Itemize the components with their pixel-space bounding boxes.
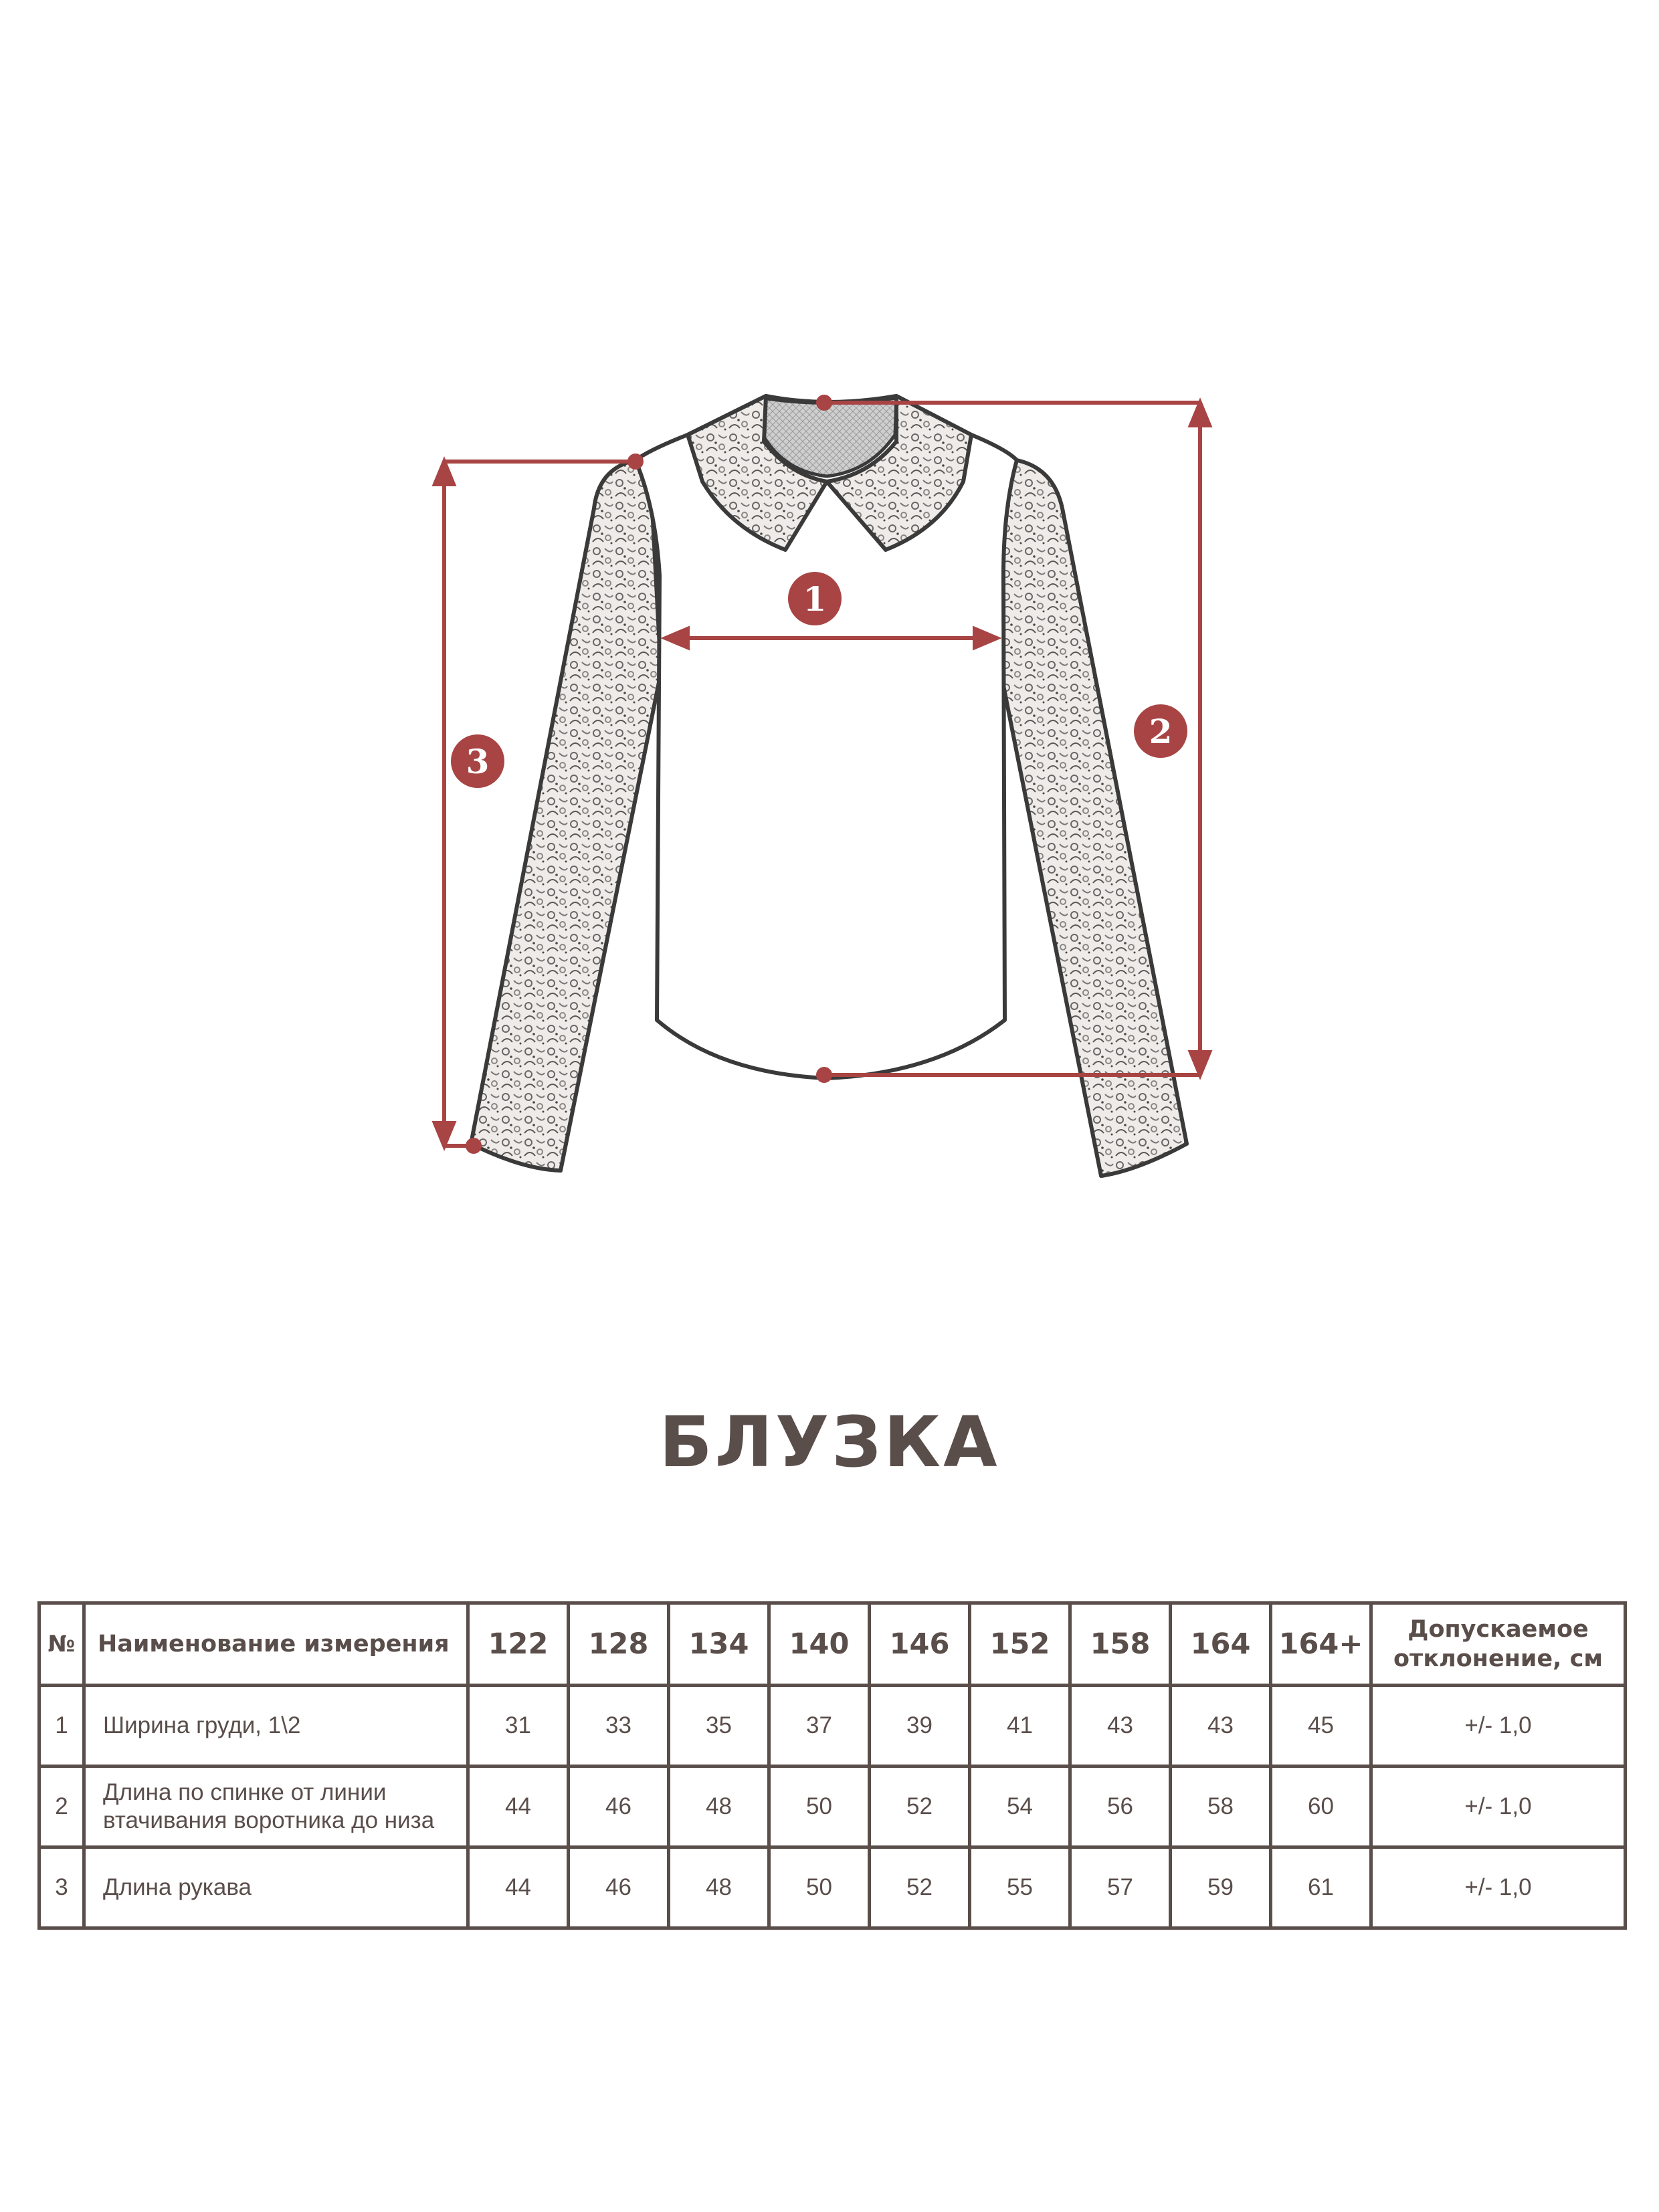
row-value: 37: [769, 1686, 870, 1767]
row-value: 45: [1271, 1686, 1371, 1767]
header-size: 164: [1171, 1603, 1271, 1686]
row-value: 54: [970, 1767, 1070, 1847]
marker-3: [451, 734, 504, 788]
header-size: 158: [1070, 1603, 1171, 1686]
row-value: 58: [1171, 1767, 1271, 1847]
marker-2: [1134, 704, 1187, 758]
row-name: [84, 1686, 468, 1767]
blouse-body: [636, 396, 1017, 1078]
row-value: 43: [1171, 1686, 1271, 1767]
row-name-line1: Ширина груди, 1\2: [103, 1712, 301, 1738]
row-value: 59: [1171, 1847, 1271, 1928]
row-value: 44: [468, 1847, 569, 1928]
row-no: 1: [39, 1686, 84, 1767]
svg-text:2: 2: [1149, 712, 1173, 751]
svg-text:3: 3: [466, 742, 490, 781]
row-no: 2: [39, 1767, 84, 1847]
row-value: 44: [468, 1767, 569, 1847]
right-sleeve: [1001, 460, 1187, 1176]
row-value: 60: [1271, 1767, 1371, 1847]
row-name: [84, 1847, 468, 1928]
row-value: 31: [468, 1686, 569, 1767]
row-value: 48: [669, 1767, 769, 1847]
header-tolerance-line1: Допускаемое: [1407, 1616, 1589, 1643]
svg-text:1: 1: [803, 579, 827, 619]
row-value: 52: [870, 1847, 970, 1928]
header-size: 128: [569, 1603, 669, 1686]
header-size: 152: [970, 1603, 1070, 1686]
table-row: [39, 1847, 1626, 1928]
table-row: [39, 1686, 1626, 1767]
row-value: 41: [970, 1686, 1070, 1767]
header-tolerance-line2: отклонение, см: [1393, 1645, 1603, 1672]
table-row: [39, 1767, 1626, 1847]
row-value: 35: [669, 1686, 769, 1767]
row-name-line1: Длина по спинке от линии: [103, 1779, 387, 1805]
header-size: 134: [669, 1603, 769, 1686]
row-tolerance: +/- 1,0: [1371, 1847, 1626, 1928]
size-table: [37, 1601, 1627, 1930]
row-value: 46: [569, 1847, 669, 1928]
row-value: 61: [1271, 1847, 1371, 1928]
row-value: 56: [1070, 1767, 1171, 1847]
page-title: БЛУЗКА: [659, 1401, 1000, 1483]
left-sleeve: [471, 460, 661, 1171]
row-name-line2: втачивания воротника до низа: [103, 1807, 435, 1833]
header-size: 122: [468, 1603, 569, 1686]
header-no: №: [39, 1603, 84, 1686]
row-value: 50: [769, 1847, 870, 1928]
row-tolerance: +/- 1,0: [1371, 1767, 1626, 1847]
row-value: 52: [870, 1767, 970, 1847]
row-name-line1: Длина рукава: [103, 1874, 252, 1900]
row-value: 43: [1070, 1686, 1171, 1767]
header-size: 164+: [1271, 1603, 1371, 1686]
header-size: 146: [870, 1603, 970, 1686]
table-header-row: [39, 1603, 1626, 1686]
row-value: 33: [569, 1686, 669, 1767]
row-no: 3: [39, 1847, 84, 1928]
row-value: 39: [870, 1686, 970, 1767]
row-name: [84, 1767, 468, 1847]
row-value: 48: [669, 1847, 769, 1928]
header-name: Наименование измерения: [84, 1603, 468, 1686]
row-value: 55: [970, 1847, 1070, 1928]
row-value: 46: [569, 1767, 669, 1847]
header-tolerance: [1371, 1603, 1626, 1686]
row-value: 50: [769, 1767, 870, 1847]
row-tolerance: +/- 1,0: [1371, 1686, 1626, 1767]
marker-1: [788, 572, 842, 625]
header-size: 140: [769, 1603, 870, 1686]
row-value: 57: [1070, 1847, 1171, 1928]
